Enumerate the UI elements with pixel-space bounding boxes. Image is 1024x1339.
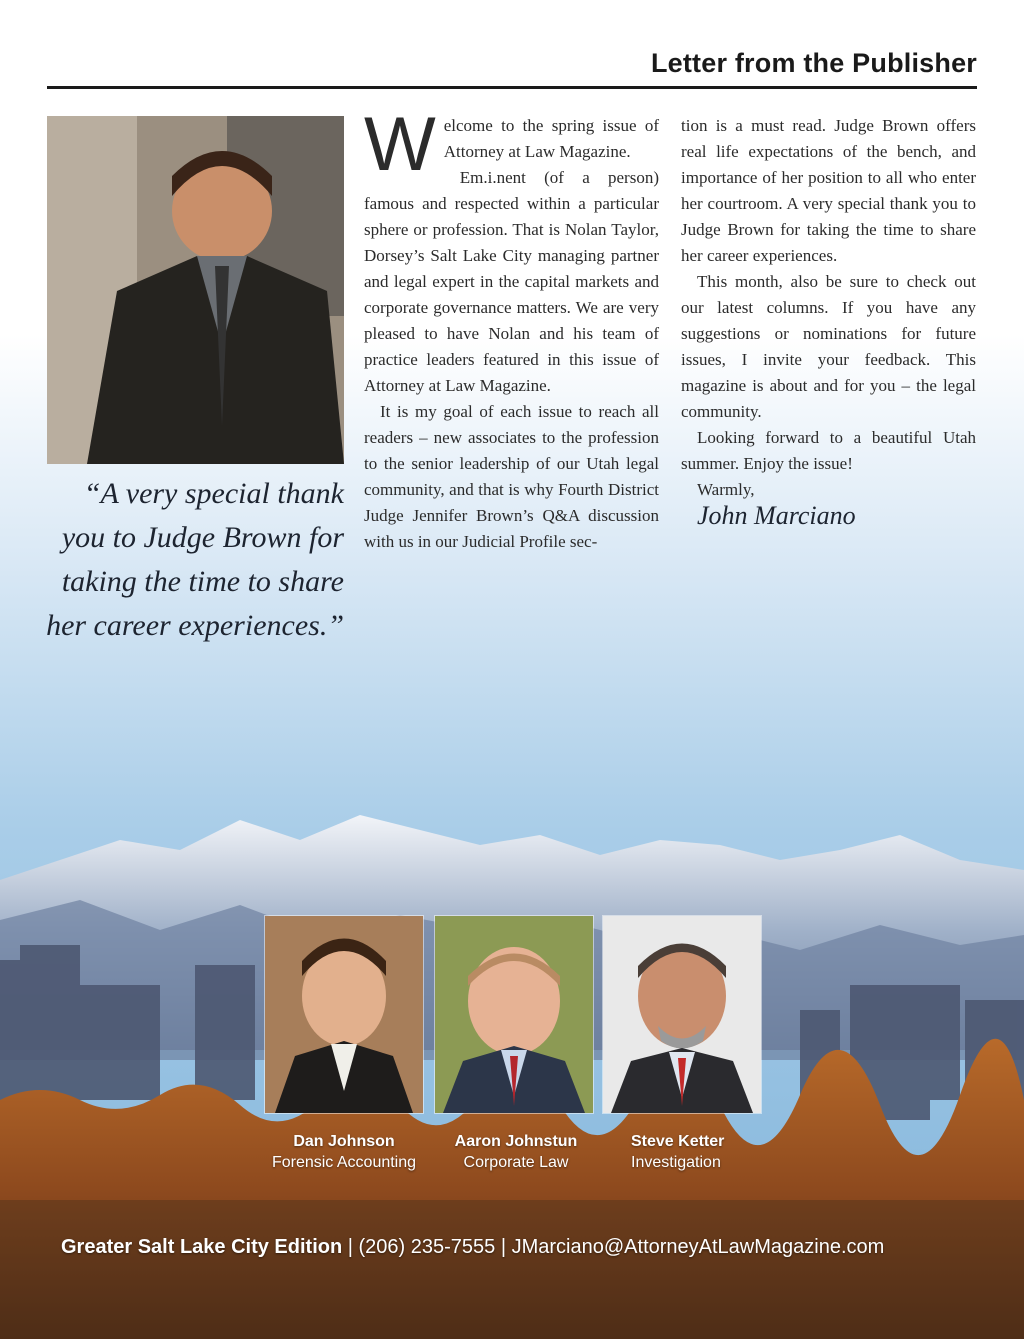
edition-label: Greater Salt Lake City Edition	[61, 1236, 343, 1258]
letter-paragraph: Em.i.nent (of a person) famous and respected within a particular sphere or profession. That is Nolan Taylor, Dorsey’s Salt Lake City managing partner and legal expert in the capital markets and corporate governance matters. We are very pleased to have Nolan and his team of practice leaders featured in this issue of Attorney at Law Magazine.	[364, 168, 659, 395]
staff-name: Dan Johnson	[293, 1133, 395, 1150]
letter-text: elcome to the spring issue of Attorney at Law Magazine.	[443, 116, 659, 161]
phone-number: (206) 235-7555	[358, 1236, 496, 1258]
dropcap-letter: W	[364, 102, 436, 187]
signature: John Marciano	[697, 501, 856, 530]
staff-caption	[262, 1131, 426, 1173]
staff-photo	[264, 915, 424, 1114]
staff-photo	[434, 915, 594, 1114]
letter-paragraph: This month, also be sure to check out our latest columns. If you have any suggestions or nominations for future issues, I invite your feedback. This magazine is about and for you – the legal community.	[681, 272, 976, 421]
letter-paragraph: Looking forward to a beautiful Utah summer. Enjoy the issue!	[681, 428, 976, 473]
separator: |	[495, 1236, 512, 1258]
staff-name: Steve Ketter	[631, 1133, 725, 1150]
staff-caption	[631, 1131, 771, 1173]
pull-quote: “A very special thank you to Judge Brown for taking the time to share her career experiences.”	[46, 477, 344, 642]
letter-column-1	[364, 102, 659, 555]
letter-paragraph: tion is a must read. Judge Brown offers real life expectations of the bench, and importance of her position to all who enter her courtroom. A very special thank you to Judge Brown for taking the time to share her career experiences.	[681, 116, 976, 265]
staff-name: Aaron Johnstun	[454, 1133, 578, 1150]
staff-role: Corporate Law	[463, 1154, 569, 1171]
letter-paragraph	[364, 102, 659, 187]
staff-role: Investigation	[631, 1154, 721, 1171]
footer-contact	[61, 1236, 884, 1259]
email-link[interactable]: JMarciano@AttorneyAtLawMagazine.com	[511, 1236, 885, 1258]
staff-caption	[446, 1131, 586, 1173]
letter-column-2	[681, 113, 976, 529]
letter-closing: Warmly,	[697, 480, 755, 499]
separator: |	[342, 1236, 359, 1258]
staff-role: Forensic Accounting	[271, 1154, 417, 1171]
staff-photo	[602, 915, 762, 1114]
letter-paragraph: It is my goal of each issue to reach all readers – new associates to the profession to the senior leadership of our Utah legal community, and that is why Fourth District Judge Jennifer Brown’s Q&A discussion with us in our Judicial Profile sec-	[364, 402, 659, 551]
publisher-photo	[47, 116, 344, 464]
header-rule	[47, 86, 977, 89]
page-title: Letter from the Publisher	[650, 48, 977, 78]
